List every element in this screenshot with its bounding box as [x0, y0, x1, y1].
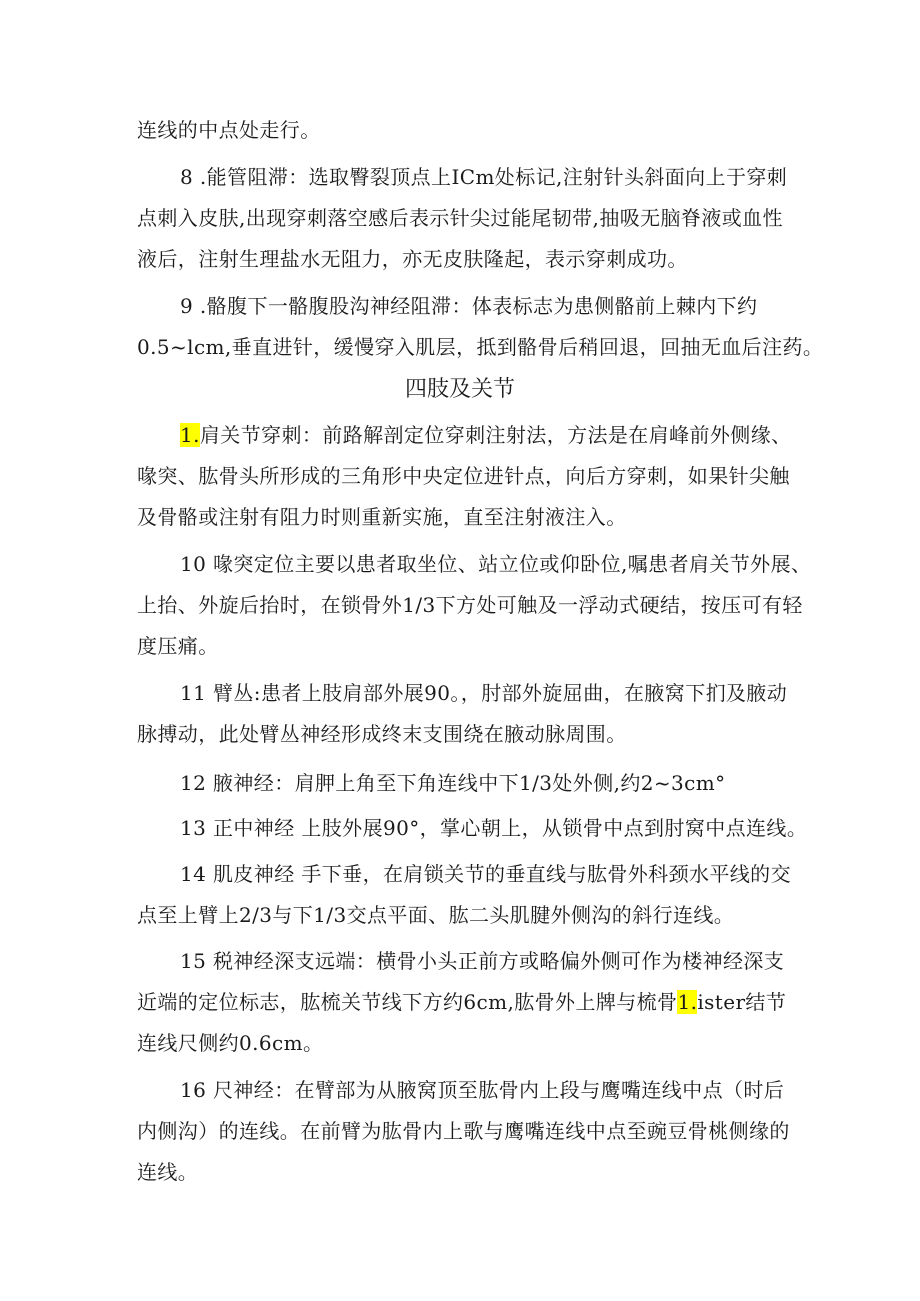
text-span: ister结节 [697, 990, 787, 1014]
text-line [180, 422, 792, 448]
text-line: 上抬、外旋后抬时，在锁骨外1/3下方处可触及一浮动式硬结，按压可有轻 [137, 593, 803, 617]
highlighted-marker: 1. [180, 423, 200, 447]
text-line: 点刺入皮肤,出现穿刺落空感后表示针尖过能尾韧带,抽吸无脑脊液或血性 [137, 206, 783, 230]
text-line: 脉搏动，此处臂丛神经形成终末支围绕在腋动脉周围。 [137, 722, 627, 746]
text-line: 9 .骼腹下一骼腹股沟神经阻滞：体表标志为患侧骼前上棘内下约 [180, 294, 758, 318]
text-line: 14 肌皮神经 手下垂，在肩锁关节的垂直线与肱骨外科颈水平线的交 [180, 862, 791, 886]
text-line: 点至上臂上2/3与下1/3交点平面、肱二头肌腱外侧沟的斜行连线。 [137, 903, 735, 927]
text-line [137, 989, 786, 1015]
text-line: 液后，注射生理盐水无阻力，亦无皮肤隆起，表示穿刺成功。 [137, 247, 688, 271]
text-line: 及骨骼或注射有阻力时则重新实施，直至注射液注入。 [137, 505, 627, 529]
section-heading: 四肢及关节 [404, 377, 515, 402]
text-line: 16 尺神经：在臂部为从腋窝顶至肱骨内上段与鹰嘴连线中点（时后 [180, 1078, 785, 1102]
text-span: 肩关节穿刺：前路解剖定位穿刺注射法，方法是在肩峰前外侧缘、 [199, 423, 792, 447]
text-line: 内侧沟）的连线。在前臂为肱骨内上歌与鹰嘴连线中点至豌豆骨桃侧缘的 [137, 1119, 790, 1143]
text-line: 连线。 [137, 1160, 199, 1184]
text-span: 近端的定位标志，肱梳关节线下方约6cm,肱骨外上牌与梳骨 [137, 990, 678, 1014]
text-line: 连线的中点处走行。 [137, 118, 321, 142]
text-line: 13 正中神经 上肢外展90°，掌心朝上，从锁骨中点到肘窝中点连线。 [180, 816, 808, 840]
text-line: 12 腋神经：肩胛上角至下角连线中下1/3处外侧,约2~3cm° [180, 771, 726, 795]
text-line: 15 税神经深支远端：横骨小头正前方或略偏外侧可作为楼神经深支 [180, 949, 785, 973]
text-line: 喙突、肱骨头所形成的三角形中央定位进针点，向后方穿刺，如果针尖触 [137, 464, 790, 488]
text-line: 10 喙突定位主要以患者取坐位、站立位或仰卧位,嘱患者肩关节外展、 [180, 552, 812, 576]
text-line: 11 臂丛:患者上肢肩部外展90。，肘部外旋屈曲，在腋窝下扪及腋动 [180, 681, 788, 705]
text-line: 连线尺侧约0.6cm。 [137, 1031, 324, 1055]
highlighted-marker: 1. [677, 990, 698, 1014]
text-line: 度压痛。 [137, 634, 219, 658]
text-line: 0.5~lcm,垂直进针，缓慢穿入肌层，抵到骼骨后稍回退，回抽无血后注药。 [137, 335, 824, 359]
text-line: 8 .能管阻滞：选取臀裂顶点上ICm处标记,注射针头斜面向上于穿刺 [180, 165, 788, 189]
